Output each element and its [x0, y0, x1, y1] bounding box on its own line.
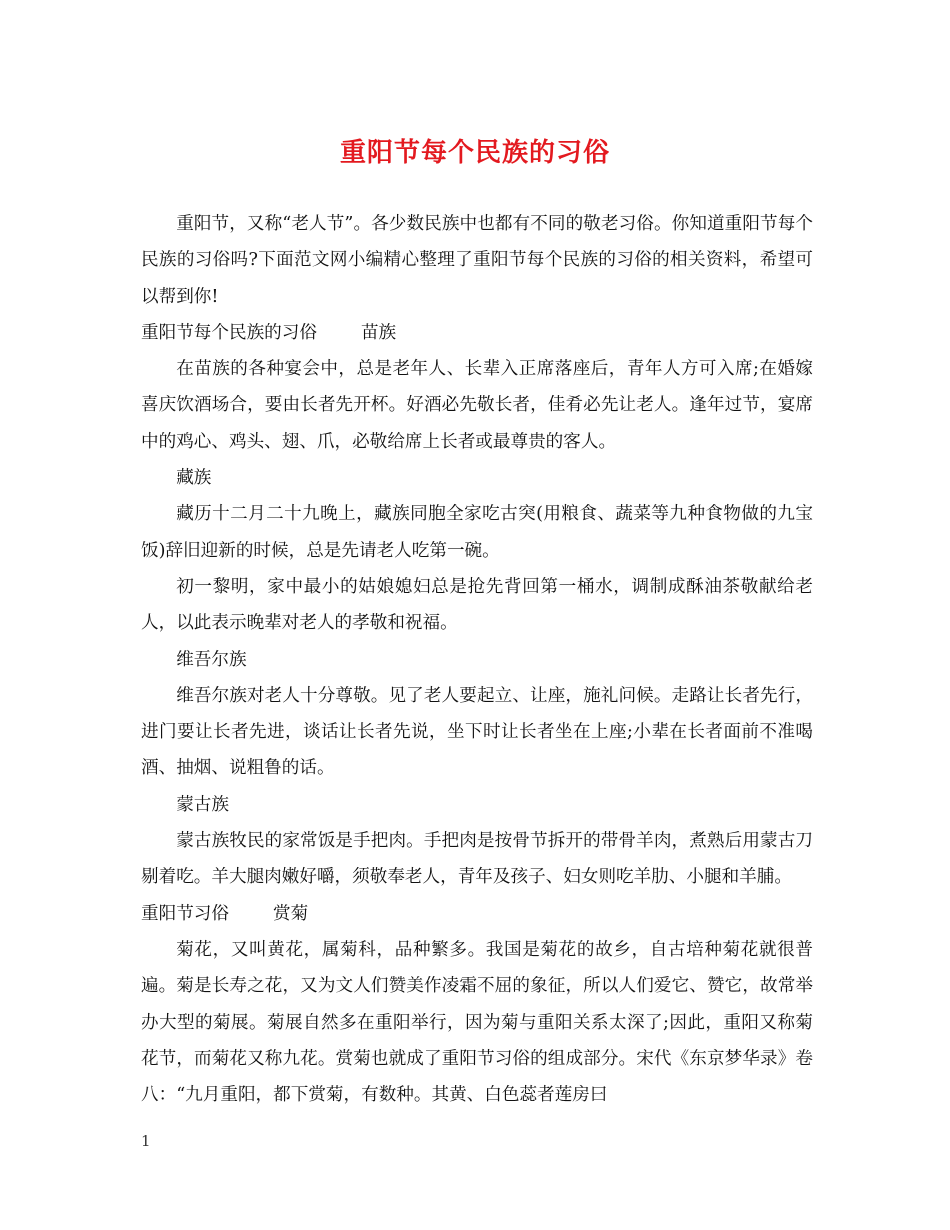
intro-paragraph: 重阳节，又称“老人节”。各少数民族中也都有不同的敬老习俗。你知道重阳节每个民族的习俗吗?下面范文网小编精心整理了重阳节每个民族的习俗的相关资料，希望可以帮到你!: [141, 214, 813, 307]
tibetan-heading: 藏族: [176, 468, 212, 489]
tibetan-paragraph-2: 初一黎明，家中最小的姑娘媳妇总是抢先背回第一桶水，调制成酥油茶敬献给老人，以此表示晚辈对老人的孝敬和祝福。: [141, 576, 813, 634]
mongol-heading: 蒙古族: [176, 794, 229, 815]
document-title: 重阳节每个民族的习俗: [339, 138, 610, 168]
section-heading-chrysanthemum: [141, 896, 813, 932]
section2-subheading: 赏菊: [272, 903, 309, 924]
document-body: [141, 206, 813, 1113]
section-subheading-miao: 苗族: [360, 322, 397, 343]
mongol-paragraph: 蒙古族牧民的家常饭是手把肉。手把肉是按骨节拆开的带骨羊肉，煮熟后用蒙古刀剔着吃。羊大腿肉嫩好嚼，须敬奉老人，青年及孩子、妇女则吃羊肋、小腿和羊脯。: [141, 831, 813, 888]
page-number: 1: [141, 1132, 151, 1150]
uyghur-heading: 维吾尔族: [176, 649, 247, 670]
section2-heading-text: 重阳节习俗: [141, 903, 229, 924]
uyghur-paragraph: 维吾尔族对老人十分尊敬。见了老人要起立、让座，施礼问候。走路让长者先行，进门要让长者先进，谈话让长者先说，坐下时让长者坐在上座;小辈在长者面前不准喝酒、抽烟、说粗鲁的话。: [141, 685, 813, 779]
section-heading-customs: [141, 315, 813, 351]
section-heading-text: 重阳节每个民族的习俗: [141, 322, 317, 343]
tibetan-paragraph-1: 藏历十二月二十九晚上，藏族同胞全家吃古突(用粮食、蔬菜等九种食物做的九宝饭)辞旧迎新的时候，总是先请老人吃第一碗。: [141, 504, 813, 561]
chrysanthemum-paragraph: 菊花，又叫黄花，属菊科，品种繁多。我国是菊花的故乡，自古培种菊花就很普遍。菊是长寿之花，又为文人们赞美作凌霜不屈的象征，所以人们爱它、赞它，故常举办大型的菊展。菊展自然多在重阳举行，因为菊与重阳关系太深了;因此，重阳又称菊花节，而菊花又称九花。赏菊也就成了重阳节习俗的组成部分。宋代《东京梦华录》卷八：“九月重阳，都下赏菊，有数种。其黄、白色蕊者莲房曰: [141, 939, 813, 1106]
miao-paragraph: 在苗族的各种宴会中，总是老年人、长辈入正席落座后，青年人方可入席;在婚嫁喜庆饮酒场合，要由长者先开杯。好酒必先敬长者，佳肴必先让老人。逢年过节，宴席中的鸡心、鸡头、翅、爪，必敬给席上长者或最尊贵的客人。: [141, 359, 813, 452]
